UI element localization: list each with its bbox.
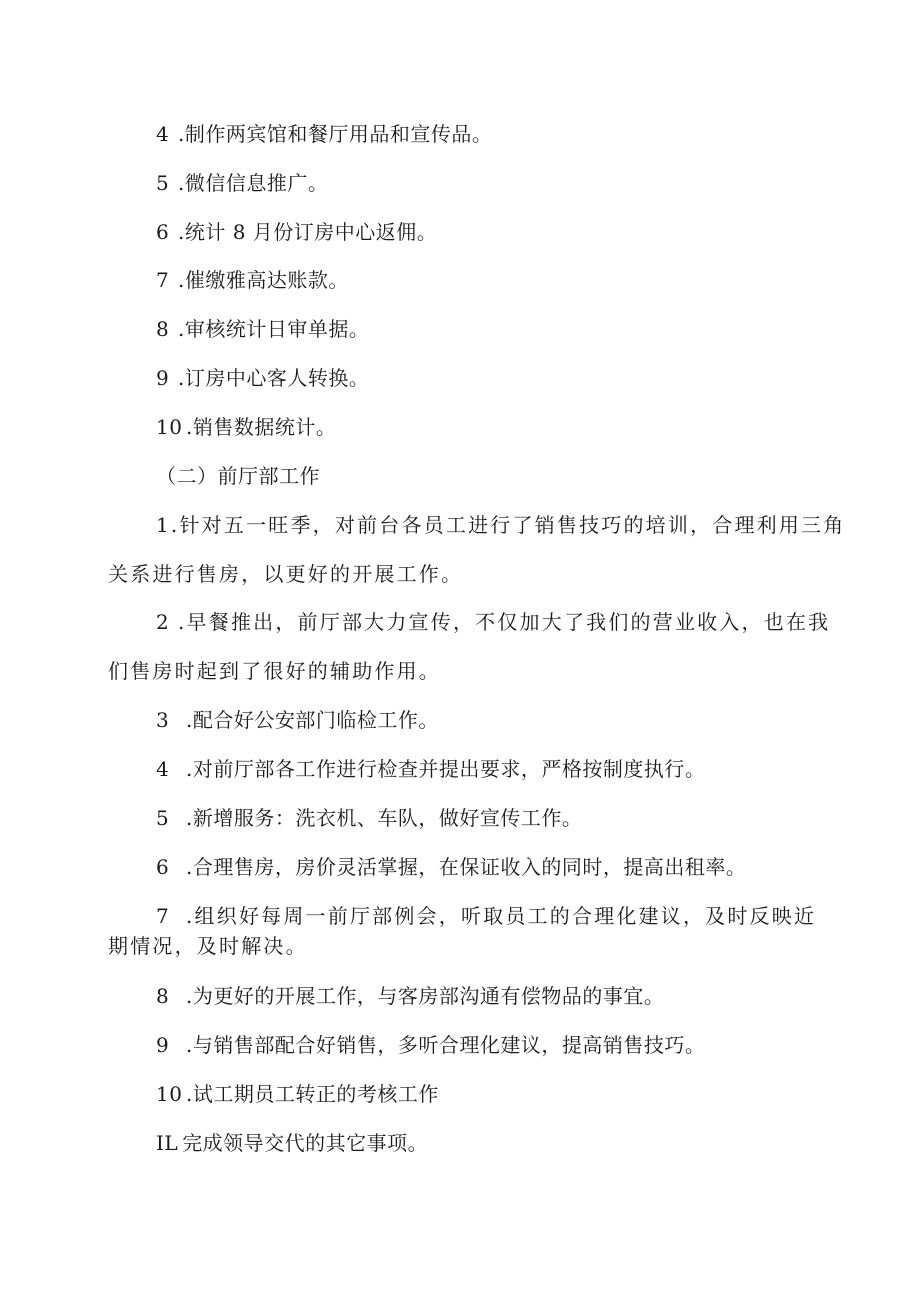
item-text: .配合好公安部门临检工作。 bbox=[186, 708, 439, 732]
list-item bbox=[156, 268, 349, 292]
list-item bbox=[156, 708, 439, 732]
item-number: 4 bbox=[156, 122, 170, 146]
list-item bbox=[156, 984, 664, 1008]
item-text: .组织好每周一前厅部例会，听取员工的合理化建议，及时反映近 bbox=[186, 904, 817, 928]
item-text: .统计 8 月份订房中心返佣。 bbox=[178, 220, 438, 244]
item-continuation: 关系进行售房，以更好的开展工作。 bbox=[108, 562, 464, 586]
item-number: 1. bbox=[156, 513, 180, 537]
list-item bbox=[156, 855, 746, 879]
list-item bbox=[156, 904, 816, 928]
item-text: .新增服务：洗衣机、车队，做好宣传工作。 bbox=[186, 806, 583, 830]
item-number: 4 bbox=[156, 757, 170, 781]
item-text: .对前厅部各工作进行检查并提出要求，严格按制度执行。 bbox=[186, 757, 706, 781]
list-item bbox=[156, 122, 492, 146]
item-text: .早餐推出，前厅部大力宣传，不仅加大了我们的营业收入，也在我 bbox=[178, 610, 831, 634]
item-text: .微信信息推广。 bbox=[178, 171, 329, 195]
list-item bbox=[156, 171, 328, 195]
list-item bbox=[156, 1082, 439, 1106]
item-number: 10 bbox=[156, 1082, 183, 1106]
item-number: 8 bbox=[156, 984, 170, 1008]
list-item bbox=[156, 317, 369, 341]
item-number: 2 bbox=[156, 610, 171, 634]
list-item bbox=[156, 610, 830, 634]
list-item bbox=[156, 806, 582, 830]
item-text: .催缴雅高达账款。 bbox=[178, 268, 349, 292]
item-text: .制作两宾馆和餐厅用品和宣传品。 bbox=[178, 122, 493, 146]
item-number: 7 bbox=[156, 268, 170, 292]
item-text: .为更好的开展工作，与客房部沟通有偿物品的事宜。 bbox=[186, 984, 665, 1008]
item-number: 6 bbox=[156, 855, 170, 879]
item-text: .试工期员工转正的考核工作 bbox=[186, 1082, 439, 1106]
item-number: 5 bbox=[156, 171, 170, 195]
item-text: .审核统计日审单据。 bbox=[178, 317, 370, 341]
list-item bbox=[156, 366, 369, 390]
item-text: .合理售房，房价灵活掌握，在保证收入的同时，提高出租率。 bbox=[186, 855, 747, 879]
item-text: 完成领导交代的其它事项。 bbox=[182, 1131, 429, 1155]
list-item bbox=[156, 1033, 705, 1057]
item-continuation: 期情况，及时解决。 bbox=[108, 934, 308, 958]
item-text: .与销售部配合好销售，多听合理化建议，提高销售技巧。 bbox=[186, 1033, 706, 1057]
list-item bbox=[156, 513, 845, 537]
item-text: .订房中心客人转换。 bbox=[178, 366, 370, 390]
list-item bbox=[156, 415, 336, 439]
item-number: 9 bbox=[156, 366, 170, 390]
item-number: 5 bbox=[156, 806, 170, 830]
list-item bbox=[156, 757, 705, 781]
item-number: 8 bbox=[156, 317, 170, 341]
item-number: 10 bbox=[156, 415, 183, 439]
section-heading: （二）前厅部工作 bbox=[156, 464, 320, 488]
item-number: 9 bbox=[156, 1033, 170, 1057]
item-number: 3 bbox=[156, 708, 170, 732]
item-number: IL bbox=[156, 1131, 179, 1155]
item-text: 针对五一旺季，对前台各员工进行了销售技巧的培训，合理利用三角 bbox=[179, 513, 846, 537]
item-number: 7 bbox=[156, 904, 171, 928]
item-text: .销售数据统计。 bbox=[186, 415, 337, 439]
item-number: 6 bbox=[156, 220, 170, 244]
list-item bbox=[156, 220, 437, 244]
item-continuation: 们售房时起到了很好的辅助作用。 bbox=[108, 659, 441, 683]
list-item bbox=[156, 1131, 428, 1155]
